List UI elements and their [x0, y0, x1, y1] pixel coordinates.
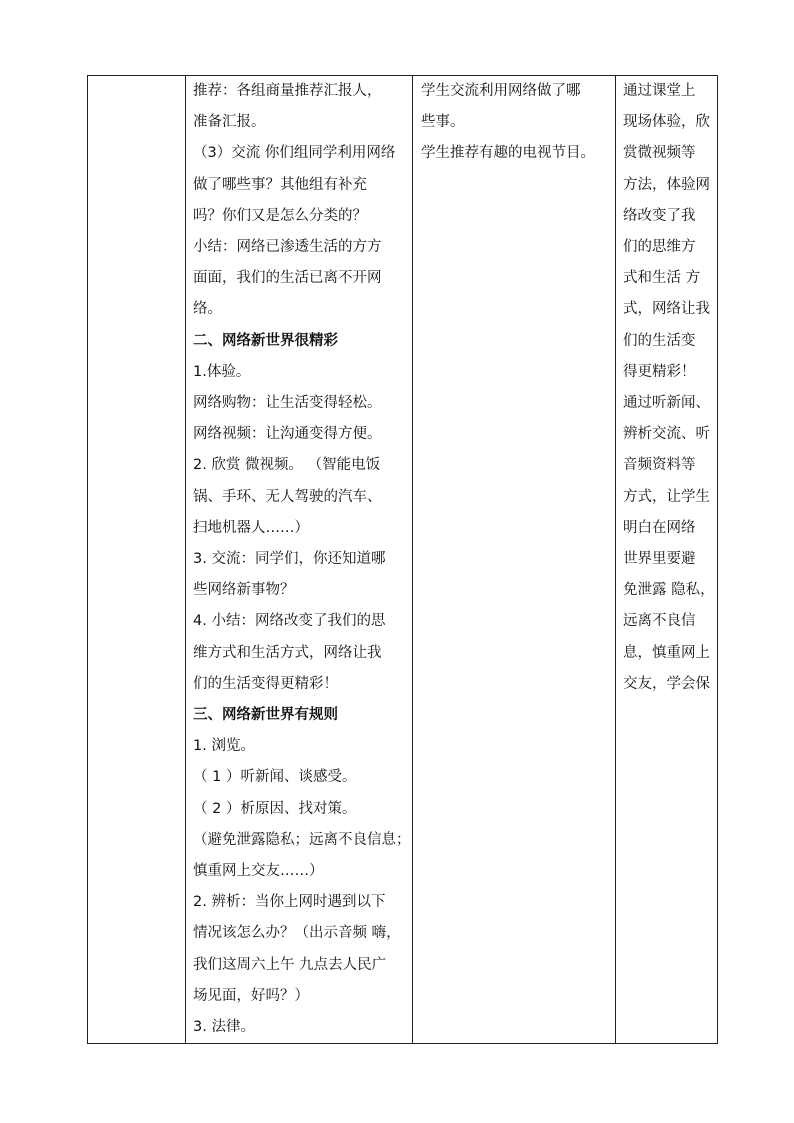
text-line: 1.体验。 [193, 363, 251, 380]
text-line: 免泄露 隐私， [623, 582, 715, 599]
student-activity-lines [413, 76, 615, 170]
text-line: 面面，我们的生活已离不开网 [193, 270, 382, 287]
text-line: 赏微视频等 [623, 145, 696, 162]
text-line: 明白在网络 [623, 519, 696, 536]
text-line: 得更精彩！ [623, 363, 696, 380]
section-label-cell [88, 76, 186, 1044]
text-line: 络。 [193, 301, 222, 318]
text-line: 慎重网上交友……） [193, 863, 324, 880]
text-line: 辨析交流、听 [623, 426, 710, 443]
lesson-plan-table [87, 75, 718, 1044]
text-line: 些事。 [421, 114, 465, 131]
text-line: 式和生活 方 [623, 270, 701, 287]
section-heading: 二、网络新世界很精彩 [193, 332, 338, 349]
text-line: 3. 法律。 [193, 1019, 255, 1036]
text-line: 我们这周六上午 九点去人民广 [193, 956, 387, 973]
text-line: 3. 交流：同学们，你还知道哪 [193, 551, 386, 568]
text-line: （ 2 ）析原因、找对策。 [193, 800, 357, 817]
text-line: 通过课堂上 [623, 83, 696, 99]
text-line: 远离不良信 [623, 613, 696, 630]
text-line: 交友，学会保 [623, 675, 710, 692]
text-line: 2. 欣赏 微视频。 （智能电饭 [193, 457, 381, 474]
text-line: （ 1 ）听新闻、谈感受。 [193, 769, 357, 786]
text-line: 吗？你们又是怎么分类的？ [193, 207, 367, 224]
text-line: 学生推荐有趣的电视节目。 [421, 145, 595, 162]
text-line: 络改变了我 [623, 207, 696, 224]
student-activity-cell [413, 76, 616, 1044]
text-line: 式，网络让我 [623, 301, 710, 318]
text-line: （避免泄露隐私；远离不良信息； [193, 831, 411, 848]
text-line: 做了哪些事？其他组有补充 [193, 176, 367, 193]
design-intent-lines [616, 76, 717, 700]
text-line: 1. 浏览。 [193, 738, 255, 755]
text-line: 方法，体验网 [623, 176, 710, 193]
text-line: 锅、手环、无人驾驶的汽车、 [193, 488, 382, 505]
text-line: 们的思维方 [623, 239, 696, 256]
text-line: （3）交流 你们组同学利用网络 [193, 145, 396, 162]
text-line: 音频资料等 [623, 457, 696, 474]
text-line: 世界里要避 [623, 551, 696, 568]
text-line: 方式，让学生 [623, 488, 710, 505]
text-line: 扫地机器人……） [193, 519, 309, 536]
text-line: 推荐：各组商量推荐汇报人， [193, 83, 382, 99]
text-line: 准备汇报。 [193, 114, 266, 131]
text-line: 们的生活变 [623, 332, 696, 349]
text-line: 些网络新事物？ [193, 582, 295, 599]
text-line: 2. 辨析：当你上网时遇到以下 [193, 894, 386, 911]
text-line: 情况该怎么办？（出示音频 嗨， [193, 925, 401, 942]
text-line: 们的生活变得更精彩！ [193, 675, 338, 692]
text-line: 4. 小结：网络改变了我们的思 [193, 613, 386, 630]
table-row [88, 76, 718, 1044]
teacher-activity-lines [186, 76, 412, 1043]
teacher-activity-cell [186, 76, 413, 1044]
text-line: 维方式和生活方式，网络让我 [193, 644, 382, 661]
text-line: 学生交流利用网络做了哪 [421, 83, 581, 99]
text-line: 息，慎重网上 [623, 644, 710, 661]
text-line: 网络购物：让生活变得轻松。 [193, 395, 382, 412]
design-intent-cell [616, 76, 718, 1044]
text-line: 网络视频：让沟通变得方便。 [193, 426, 382, 443]
text-line: 现场体验，欣 [623, 114, 710, 131]
section-heading: 三、网络新世界有规则 [193, 707, 338, 724]
text-line: 小结：网络已渗透生活的方方 [193, 239, 382, 256]
text-line: 通过听新闻、 [623, 395, 710, 412]
text-line: 场见面，好吗？） [193, 987, 309, 1004]
